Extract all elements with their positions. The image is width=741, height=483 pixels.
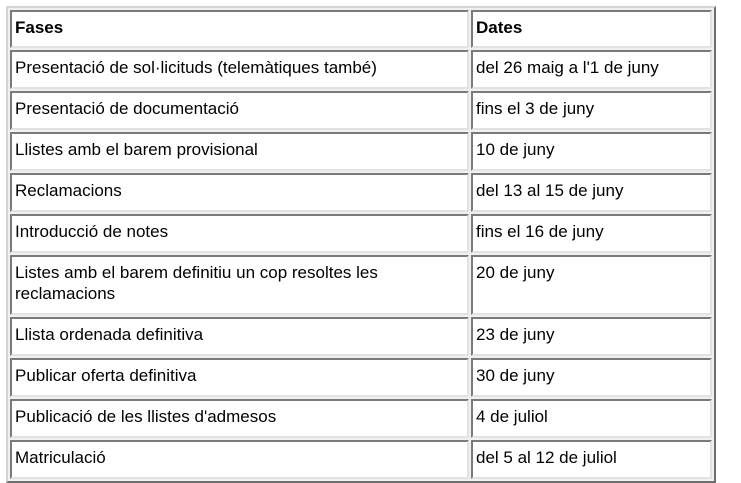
table-row xyxy=(10,214,712,253)
header-dates: Dates xyxy=(471,10,712,48)
fase-cell: Reclamacions xyxy=(10,173,469,212)
table-row xyxy=(10,440,712,479)
date-cell: fins el 16 de juny xyxy=(471,214,712,253)
schedule-table-wrapper xyxy=(6,6,716,483)
date-cell: 20 de juny xyxy=(471,255,712,315)
date-cell: del 26 maig a l'1 de juny xyxy=(471,50,712,89)
table-row xyxy=(10,173,712,212)
table-header-row xyxy=(10,10,712,48)
date-cell: 30 de juny xyxy=(471,358,712,397)
fase-cell: Listes amb el barem definitiu un cop resoltes les reclamacions xyxy=(10,255,469,315)
fase-cell: Presentació de documentació xyxy=(10,91,469,130)
table-row xyxy=(10,317,712,356)
fase-cell: Introducció de notes xyxy=(10,214,469,253)
fase-cell: Llista ordenada definitiva xyxy=(10,317,469,356)
fase-cell: Publicació de les llistes d'admesos xyxy=(10,399,469,438)
date-cell: fins el 3 de juny xyxy=(471,91,712,130)
table-row xyxy=(10,358,712,397)
table-row xyxy=(10,91,712,130)
schedule-table xyxy=(6,6,716,483)
date-cell: 23 de juny xyxy=(471,317,712,356)
date-cell: 10 de juny xyxy=(471,132,712,171)
fase-cell: Publicar oferta definitiva xyxy=(10,358,469,397)
table-row xyxy=(10,255,712,315)
fase-cell: Matriculació xyxy=(10,440,469,479)
date-cell: 4 de juliol xyxy=(471,399,712,438)
date-cell: del 5 al 12 de juliol xyxy=(471,440,712,479)
header-fases: Fases xyxy=(10,10,469,48)
fase-cell: Presentació de sol·licituds (telemàtiques també) xyxy=(10,50,469,89)
table-row xyxy=(10,399,712,438)
table-row xyxy=(10,132,712,171)
fase-cell: Llistes amb el barem provisional xyxy=(10,132,469,171)
table-row xyxy=(10,50,712,89)
date-cell: del 13 al 15 de juny xyxy=(471,173,712,212)
